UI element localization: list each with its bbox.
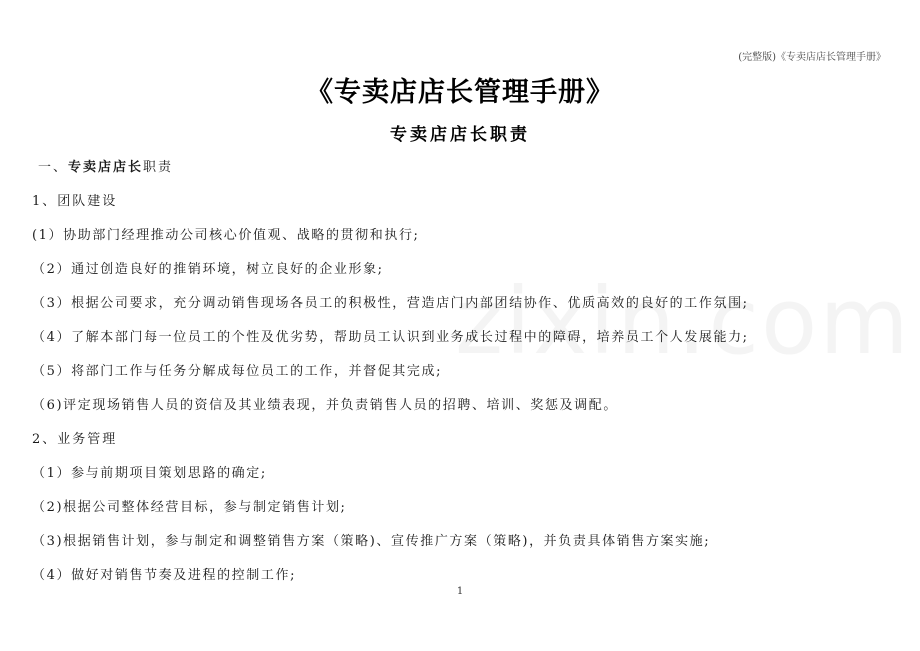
list-item: （6)评定现场销售人员的资信及其业绩表现，并负责销售人员的招聘、培训、奖惩及调配。 xyxy=(32,398,618,413)
section-heading-suffix: 职责 xyxy=(143,160,174,175)
page-number: 1 xyxy=(456,586,464,597)
list-item: （5）将部门工作与任务分解成每位员工的工作，并督促其完成; xyxy=(32,364,443,379)
watermark xyxy=(455,268,920,375)
list-item: （2）通过创造良好的推销环境，树立良好的企业形象; xyxy=(32,262,384,277)
section-heading xyxy=(38,156,173,175)
document-subtitle: 专卖店店长职责 xyxy=(390,125,530,145)
list-item: （3)根据销售计划，参与制定和调整销售方案（策略)、宣传推广方案（策略)，并负责具体销售方案实施; xyxy=(32,534,711,549)
document-title: 《专卖店店长管理手册》 xyxy=(306,77,614,108)
list-item: (1）协助部门经理推动公司核心价值观、战略的贯彻和执行; xyxy=(32,228,420,243)
list-item: （2)根据公司整体经营目标，参与制定销售计划; xyxy=(32,500,347,515)
list-item: （1）参与前期项目策划思路的确定; xyxy=(32,466,267,481)
list-item: （4）做好对销售节奏及进程的控制工作; xyxy=(32,568,297,583)
section-heading-prefix: 一、 xyxy=(38,160,69,175)
list-item: （4）了解本部门每一位员工的个性及优劣势，帮助员工认识到业务成长过程中的障碍，培养员工个人发展能力; xyxy=(32,330,749,345)
list-item: （3）根据公司要求，充分调动销售现场各员工的积极性，营造店门内部团结协作、优质高效的良好的工作氛围; xyxy=(32,296,749,311)
header-note: (完整版)《专卖店店长管理手册》 xyxy=(738,52,886,63)
section-heading-bold: 专卖店店长 xyxy=(68,160,144,175)
part2-heading: 2、业务管理 xyxy=(32,432,118,447)
part1-heading: 1、团队建设 xyxy=(32,194,118,209)
